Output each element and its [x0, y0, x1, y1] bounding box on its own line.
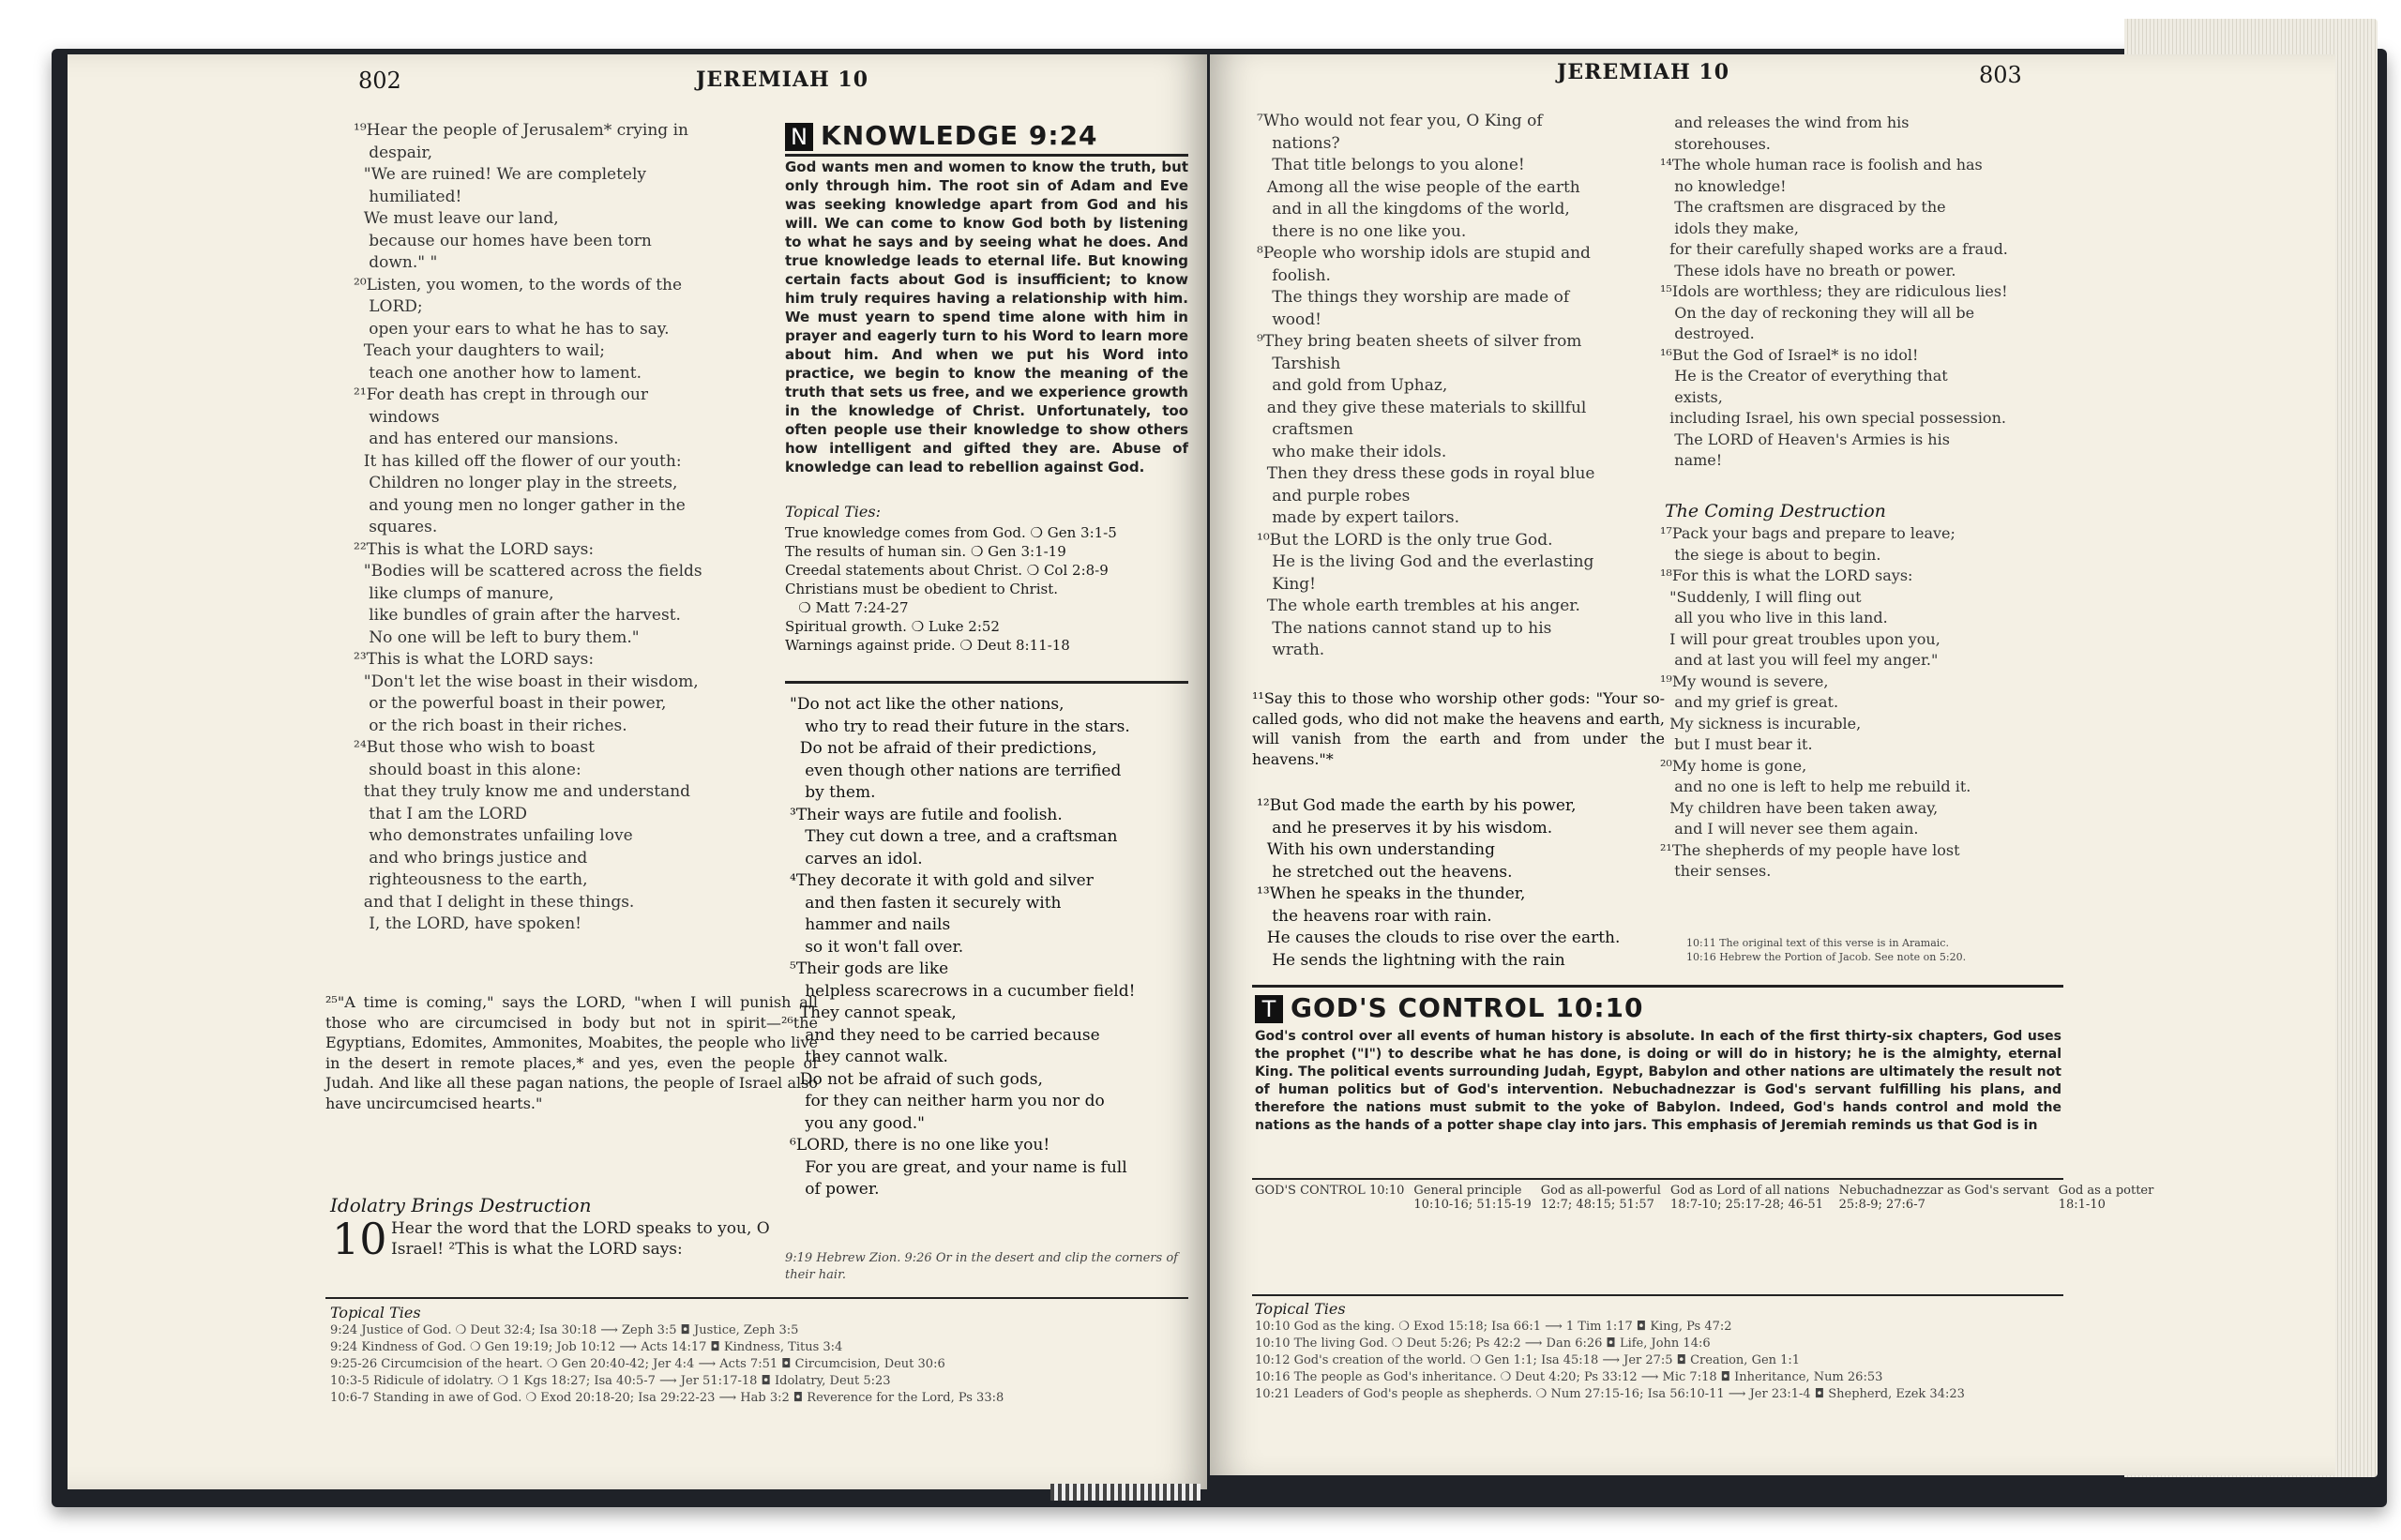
knowledge-icon: N [785, 123, 813, 151]
verses-block: "Do not act like the other nations, who try to read their future in the stars. Do not be afraid of their predictions, even though other nations are terrified by them. ³Their ways are futile and foolish. They cut down a tree, and a craftsman carves an idol. ⁴They decorate it with gold and silver and then fasten it securely with hammer and nails so it won't fall over. ⁵Their gods are like helpless scarecrows in a cucumber field! They cannot speak, and they need to be carried because they cannot walk. Do not be afraid of such gods, for they can neither harm you nor do you any good." ⁶LORD, there is no one like you! For you are great, and your name is full of power. [790, 695, 1136, 1199]
topical-ties-label: Topical Ties [330, 1304, 421, 1321]
control-table [1255, 1184, 2163, 1212]
table-header: God as all-powerful [1540, 1184, 1661, 1198]
box-rule [1252, 985, 2063, 988]
right-page [1210, 54, 2335, 1475]
verses-block: ¹²But God made the earth by his power, and he preserves it by his wisdom. With his own understanding he stretched out the heavens. ¹³When he speaks in the thunder, the heavens roar with rain. He causes the clouds to rise over the earth. He sends the lightning with the rain [1257, 796, 1621, 970]
table-header: General principle [1413, 1184, 1522, 1198]
table-cell: 12:7; 48:15; 51:57 [1540, 1198, 1654, 1212]
topical-tie: Creedal statements about Christ. ❍ Col 2:8-9 [785, 562, 1109, 579]
topical-ties-list [785, 523, 1188, 655]
topical-tie: ❍ Matt 7:24-27 [785, 599, 909, 616]
footer-rule [1252, 1294, 2063, 1296]
footnotes: 9:19 Hebrew Zion. 9:26 Or in the desert and clip the corners of their hair. [785, 1251, 1178, 1282]
verse-25: ²⁵"A time is coming," says the LORD, "when I will punish all those who are circumcised in body but not in spirit—²⁶the Egyptians, Edomites, Ammonites, Moabites, the people who live in the desert in remote places,* and yes, even the people of Judah. And like all these pagan nations, the people of Israel also have uncircumcised hearts." [325, 993, 818, 1112]
running-header: JEREMIAH 10 [1557, 60, 1730, 84]
table-cell: 18:1-10 [2058, 1198, 2106, 1212]
control-box-title: T GOD'S CONTROL 10:10 [1255, 992, 1643, 1023]
topical-tie: 10:3-5 Ridicule of idolatry. ❍ 1 Kgs 18:27; Isa 40:5-7 ⟶ Jer 51:17-18 ◘ Idolatry, Deut 5:23 [330, 1374, 891, 1388]
topical-tie: 9:24 Justice of God. ❍ Deut 32:4; Isa 30:18 ⟶ Zeph 3:5 ◘ Justice, Zeph 3:5 [330, 1323, 799, 1337]
table-header: God as Lord of all nations [1669, 1184, 1830, 1198]
table-cell [1255, 1198, 1413, 1212]
topical-tie: 9:25-26 Circumcision of the heart. ❍ Gen 20:40-42; Jer 4:4 ⟶ Acts 7:51 ◘ Circumcision, Deut 30:6 [330, 1357, 945, 1371]
verses-block: ¹⁹Hear the people of Jerusalem* crying in despair, "We are ruined! We are completely humiliated! We must leave our land, because our homes have been torn down." " ²⁰Listen, you women, to the words of the LORD; open your ears to what he has to say. Teach your daughters to wail; teach one another how to lament. ²¹For death has crept in through our windows and has entered our mansions. It has killed off the flower of our youth: Children no longer play in the streets, and young men no longer gather in the squares. ²²This is what the LORD says: "Bodies will be scattered across the fields like clumps of manure, like bundles of grain after the harvest. No one will be left to bury them." ²³This is what the LORD says: "Don't let the wise boast in their wisdom, or the powerful boast in their power, or the rich boast in their riches. ²⁴But those who wish to boast should boast in this alone: that they truly know me and understand that I am the LORD who demonstrates unfailing love and who brings justice and righteousness to the earth, and that I delight in these things. I, the LORD, have spoken! [354, 121, 702, 933]
topical-tie: 10:10 The living God. ❍ Deut 5:26; Ps 42:2 ⟶ Dan 6:26 ◘ Life, John 14:6 [1255, 1336, 1711, 1351]
topical-tie: 10:10 God as the king. ❍ Exod 15:18; Isa 66:1 ⟶ 1 Tim 1:17 ◘ King, Ps 47:2 [1255, 1320, 1732, 1334]
spine-bookmark-band [1050, 1484, 1200, 1501]
table-cell: 18:7-10; 25:17-28; 46-51 [1669, 1198, 1823, 1212]
verses-block: ⁷Who would not fear you, O King of nations? That title belongs to you alone! Among all the wise people of the earth and in all the kingdoms of the world, there is no one like you. ⁸People who worship idols are stupid and foolish. The things they worship are made of wood! ⁹They bring beaten sheets of silver from Tarshish and gold from Uphaz, and they give these materials to skillful craftsmen who make their idols. Then they dress these gods in royal blue and purple robes made by expert tailors. ¹⁰But the LORD is the only true God. He is the living God and the everlasting King! The whole earth trembles at his anger. The nations cannot stand up to his wrath. [1257, 112, 1595, 659]
table-header: God as a potter [2058, 1184, 2154, 1198]
topical-ties-label: Topical Ties: [785, 503, 881, 521]
verse-11: ¹¹Say this to those who worship other gods: "Your so-called gods, who did not make the heavens and earth, will vanish from the earth and from under the heavens."* [1252, 689, 1665, 768]
table-cell: 25:8-9; 27:6-7 [1838, 1198, 1925, 1212]
topical-tie: 9:24 Kindness of God. ❍ Gen 19:19; Job 10:12 ⟶ Acts 14:17 ◘ Kindness, Titus 3:4 [330, 1340, 843, 1354]
topical-tie: Spiritual growth. ❍ Luke 2:52 [785, 618, 1000, 635]
section-heading: The Coming Destruction [1665, 501, 1886, 521]
topical-tie: 10:21 Leaders of God's people as shepherds. ❍ Num 27:15-16; Isa 56:10-11 ⟶ Jer 23:1-4 ◘ Shepherd, Ezek 34:23 [1255, 1387, 1965, 1401]
running-header: JEREMIAH 10 [696, 68, 869, 92]
footer-rule [325, 1297, 1188, 1299]
topical-tie: Warnings against pride. ❍ Deut 8:11-18 [785, 637, 1070, 654]
topical-ties-footer [330, 1322, 1193, 1407]
topical-ties-footer [1255, 1319, 2066, 1403]
chapter-opening: Hear the word that the LORD speaks to you, O Israel! ²This is what the LORD says: [391, 1219, 770, 1259]
topical-tie: 10:12 God's creation of the world. ❍ Gen 1:1; Isa 45:18 ⟶ Jer 27:5 ◘ Creation, Gen 1:1 [1255, 1353, 1801, 1367]
page-number: 802 [358, 68, 401, 94]
table-header: GOD'S CONTROL 10:10 [1255, 1184, 1405, 1198]
box-rule [785, 154, 1188, 157]
topical-tie: 10:16 The people as God's inheritance. ❍ Deut 4:20; Ps 33:12 ⟶ Mic 7:18 ◘ Inheritance, Num 26:53 [1255, 1370, 1883, 1384]
topical-tie: True knowledge comes from God. ❍ Gen 3:1-5 [785, 524, 1117, 541]
chapter-number: 10 [332, 1214, 387, 1264]
left-page [68, 54, 1207, 1489]
topical-tie: Christians must be obedient to Christ. [785, 581, 1058, 597]
section-heading: Idolatry Brings Destruction [330, 1194, 592, 1216]
topical-tie: 10:6-7 Standing in awe of God. ❍ Exod 20:18-20; Isa 29:22-23 ⟶ Hab 3:2 ◘ Reverence for the Lord, Ps 33:8 [330, 1391, 1004, 1405]
knowledge-box-title: N KNOWLEDGE 9:24 [785, 120, 1098, 151]
table-cell: 10:10-16; 51:15-19 [1413, 1198, 1532, 1212]
table-header: Nebuchadnezzar as God's servant [1838, 1184, 2049, 1198]
page-number: 803 [1979, 62, 2022, 88]
control-icon: T [1255, 995, 1283, 1023]
box-rule [1252, 1178, 2063, 1180]
control-body: God's control over all events of human history is absolute. In each of the first thirty-six chapters, God uses the prophet ("I") to describe what he has done, is doing or will do in history; he is the almighty, eternal King. The political events surrounding Judah, Egypt, Babylon and other nations are ultimately the result not of human politics but of God's intervention. Nebuchadnezzar is God's servant fulfilling his plans, and therefore the nations must submit to the yoke of Babylon. Indeed, God's hands control and mold the nations as the hands of a potter shape clay into jars. This emphasis of Jeremiah reminds us that God is in [1255, 1029, 2061, 1133]
topical-ties-label: Topical Ties [1255, 1300, 1346, 1318]
knowledge-body: God wants men and women to know the truth, but only through him. The root sin of Adam and Eve was seeking knowledge apart from God and his will. We can come to know God both by listening to what he says and by seeing what he does. And true knowledge leads to eternal life. But knowing certain facts about God is insufficient; to know him truly requires having a relationship with him. We must yearn to spend time alone with him in prayer and eagerly turn to his Word to learn more about him. And when we put his Word into practice, we begin to know the meaning of the truth that sets us free, and we experience growth in the knowledge of Christ. Unfortunately, too often people use their knowledge to show others how intelligent and gifted they are. Abuse of knowledge can lead to rebellion against God. [785, 159, 1188, 476]
verses-block: and releases the wind from his storehouses. ¹⁴The whole human race is foolish and has no knowledge! The craftsmen are disgraced by the idols they make, for their carefully shaped works are a fraud. These idols have no breath or power. ¹⁵Idols are worthless; they are ridiculous lies! On the day of reckoning they will all be destroyed. ¹⁶But the God of Israel* is no idol! He is the Creator of everything that exists, including Israel, his own special possession. The LORD of Heaven's Armies is his name! [1660, 113, 2008, 469]
verses-block: ¹⁷Pack your bags and prepare to leave; the siege is about to begin. ¹⁸For this is what the LORD says: "Suddenly, I will fling out all you who live in this land. I will pour great troubles upon you, and at last you will feel my anger." ¹⁹My wound is severe, and my grief is great. My sickness is incurable, but I must bear it. ²⁰My home is gone, and no one is left to help me rebuild it. My children have been taken away, and I will never see them again. ²¹The shepherds of my people have lost their senses. [1660, 524, 1971, 880]
topical-tie: The results of human sin. ❍ Gen 3:1-19 [785, 543, 1066, 560]
footnotes: 10:11 The original text of this verse is in Aramaic. 10:16 Hebrew the Portion of Jacob. See note on 5:20. [1686, 937, 1967, 963]
box-rule [785, 681, 1188, 684]
